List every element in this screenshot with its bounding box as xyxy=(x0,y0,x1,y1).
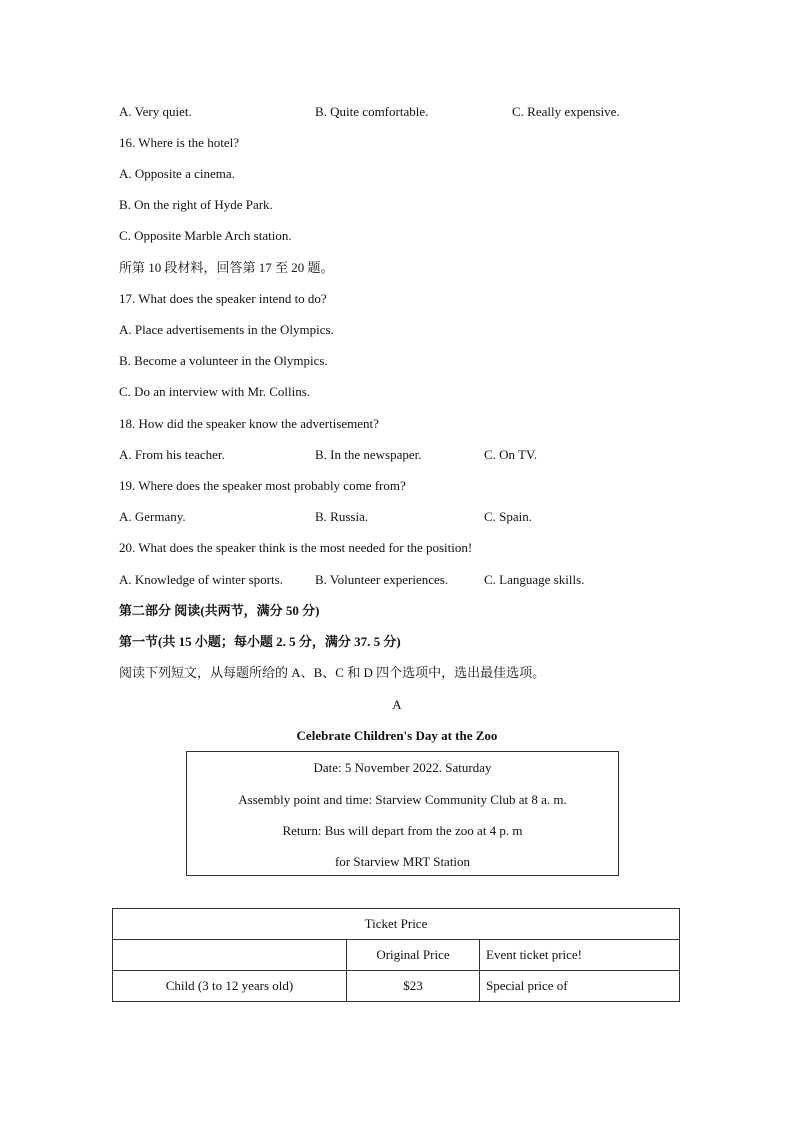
q18-option-c: C. On TV. xyxy=(484,447,537,462)
q16-option-c: C. Opposite Marble Arch station. xyxy=(119,228,292,243)
q15-option-c: C. Really expensive. xyxy=(512,104,620,119)
table-header-row xyxy=(113,940,680,971)
q18-option-a: A. From his teacher. xyxy=(119,447,225,462)
header-event-price: Event ticket price! xyxy=(480,940,680,971)
q19-question: 19. Where does the speaker most probably come from? xyxy=(119,478,406,493)
q16-option-b: B. On the right of Hyde Park. xyxy=(119,197,273,212)
table-row xyxy=(113,971,680,1002)
part2-heading: 第二部分 阅读(共两节，满分 50 分) xyxy=(119,603,320,618)
cell-original-price: $23 xyxy=(347,971,480,1002)
q20-question: 20. What does the speaker think is the most needed for the position! xyxy=(119,540,473,555)
q17-option-c: C. Do an interview with Mr. Collins. xyxy=(119,384,311,399)
passage-label: A xyxy=(392,697,402,712)
q16-option-a: A. Opposite a cinema. xyxy=(119,166,235,181)
q20-option-c: C. Language skills. xyxy=(484,572,585,587)
table-title: Ticket Price xyxy=(113,909,680,940)
ticket-price-table xyxy=(112,908,680,1002)
passage-title: Celebrate Children's Day at the Zoo xyxy=(296,728,498,743)
q20-option-a: A. Knowledge of winter sports. xyxy=(119,572,283,587)
cell-event-price: Special price of xyxy=(480,971,680,1002)
q19-options xyxy=(119,509,679,525)
event-info-box xyxy=(186,751,619,876)
q18-option-b: B. In the newspaper. xyxy=(315,447,422,462)
event-assembly: Assembly point and time: Starview Community Club at 8 a. m. xyxy=(238,792,567,807)
q15-option-b: B. Quite comfortable. xyxy=(315,104,429,119)
q20-options xyxy=(119,572,679,588)
header-cell-blank xyxy=(113,940,347,971)
event-return-destination: for Starview MRT Station xyxy=(334,854,471,869)
q19-option-b: B. Russia. xyxy=(315,509,369,524)
q17-option-b: B. Become a volunteer in the Olympics. xyxy=(119,353,328,368)
section10-instruction: 所第 10 段材料，回答第 17 至 20 题。 xyxy=(119,260,334,275)
q17-option-a: A. Place advertisements in the Olympics. xyxy=(119,322,334,337)
q18-question: 18. How did the speaker know the advertisement? xyxy=(119,416,379,431)
q19-option-a: A. Germany. xyxy=(119,509,186,524)
q15-option-a: A. Very quiet. xyxy=(119,104,192,119)
header-original-price: Original Price xyxy=(347,940,480,971)
reading-instruction: 阅读下列短文，从每题所给的 A、B、C 和 D 四个选项中，选出最佳选项。 xyxy=(119,665,546,680)
event-date: Date: 5 November 2022. Saturday xyxy=(313,760,492,775)
q19-option-c: C. Spain. xyxy=(484,509,533,524)
q17-question: 17. What does the speaker intend to do? xyxy=(119,291,327,306)
q15-options xyxy=(119,104,679,120)
section1-heading: 第一节(共 15 小题；每小题 2. 5 分，满分 37. 5 分) xyxy=(119,634,401,649)
cell-category: Child (3 to 12 years old) xyxy=(113,971,347,1002)
q18-options xyxy=(119,447,679,463)
q16-question: 16. Where is the hotel? xyxy=(119,135,239,150)
q20-option-b: B. Volunteer experiences. xyxy=(315,572,449,587)
table-title-row xyxy=(113,909,680,940)
event-return: Return: Bus will depart from the zoo at 4 p. m xyxy=(282,823,523,838)
